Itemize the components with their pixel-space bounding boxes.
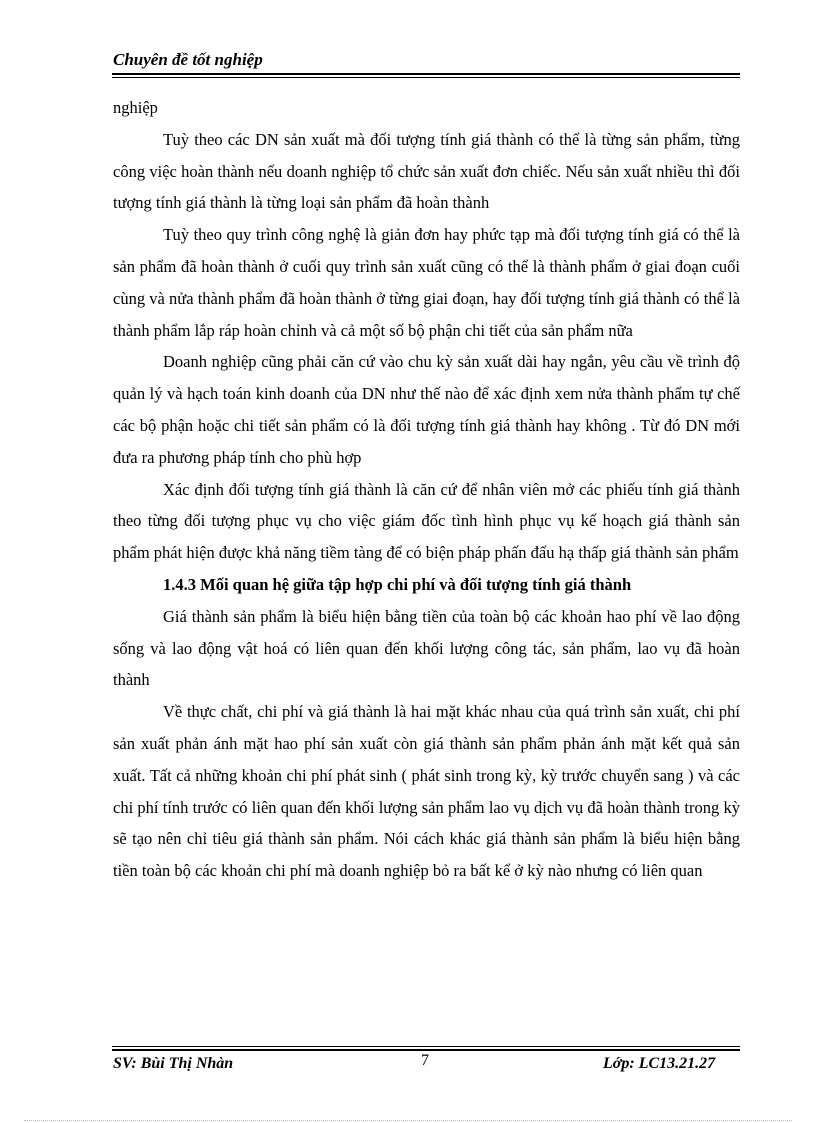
footer-rule-thick — [112, 1049, 740, 1051]
paragraph: nghiệp — [113, 98, 158, 117]
footer-class-code: Lớp: LC13.21.27 — [603, 1055, 716, 1072]
footer-rule-thin — [112, 1046, 740, 1047]
paragraph: Tuỳ theo quy trình công nghệ là giản đơn hay phức tạp mà đối tượng tính giá có thể là sản phẩm đã hoàn thành ở cuối quy trình sản xuất cũng có thể là thành phẩm ở giai đoạn cuối cùng và nửa thành phẩm đã hoàn thành ở từng giai đoạn, hay đối tượng tính giá thành có thể là thành phẩm lắp ráp hoàn chỉnh và cả một số bộ phận chi tiết của sản phẩm nữa — [113, 225, 740, 340]
section-heading: 1.4.3 Mối quan hệ giữa tập hợp chi phí và đối tượng tính giá thành — [163, 574, 632, 594]
paragraph: Tuỳ theo các DN sản xuất mà đối tượng tính giá thành có thể là từng sản phẩm, từng công việc hoàn thành nếu doanh nghiệp tổ chức sản xuất đơn chiếc. Nếu sản xuất nhiều thì đối tượng tính giá thành là từng loại sản phẩm đã hoàn thành — [113, 129, 740, 213]
page-number: 7 — [421, 1052, 429, 1069]
paragraph: Về thực chất, chi phí và giá thành là hai mặt khác nhau của quá trình sản xuất, chi phí sản xuất phản ánh mặt hao phí sản xuất còn giá thành sản phẩm phản ánh mặt kết quả sản xuất. Tất cả những khoản chi phí phát sinh ( phát sinh trong kỳ, kỳ trước chuyển sang ) và các chi phí tính trước có liên quan đến khối lượng sản phẩm lao vụ dịch vụ đã hoàn thành trong kỳ sẽ tạo nên chỉ tiêu giá thành sản phẩm. Nói cách khác giá thành sản phẩm là biểu hiện bằng tiền toàn bộ các khoản chi phí mà doanh nghiệp bỏ ra bất kể ở kỳ nào nhưng có liên quan — [113, 702, 740, 881]
header-title: Chuyên đề tốt nghiệp — [113, 50, 263, 69]
paragraph: Giá thành sản phẩm là biểu hiện bằng tiền của toàn bộ các khoản hao phí về lao động sống và lao động vật hoá có liên quan đến khối lượng công tác, sản phẩm, lao vụ đã hoàn thành — [113, 606, 740, 690]
paragraph: Doanh nghiệp cũng phải căn cứ vào chu kỳ sản xuất dài hay ngắn, yêu cầu về trình độ quản lý và hạch toán kinh doanh của DN như thế nào để xác định xem nửa thành phẩm tự chế các bộ phận hoặc chi tiết sản phẩm có là đối tượng tính giá thành hay không . Từ đó DN mới đưa ra phương pháp tính cho phù hợp — [113, 352, 740, 467]
paragraph: Xác định đối tượng tính giá thành là căn cứ để nhân viên mở các phiếu tính giá thành theo từng đối tượng phục vụ cho việc giám đốc tình hình phục vụ kế hoạch giá thành sản phẩm phát hiện được khả năng tiềm tàng để có biện pháp phấn đấu hạ thấp giá thành sản phẩm — [113, 479, 740, 563]
footer-student-name: SV: Bùi Thị Nhàn — [113, 1055, 234, 1072]
header-rule-thin — [112, 77, 740, 78]
header-rule-thick — [112, 73, 740, 75]
document-body — [113, 92, 740, 887]
page-bottom-divider — [24, 1120, 792, 1122]
